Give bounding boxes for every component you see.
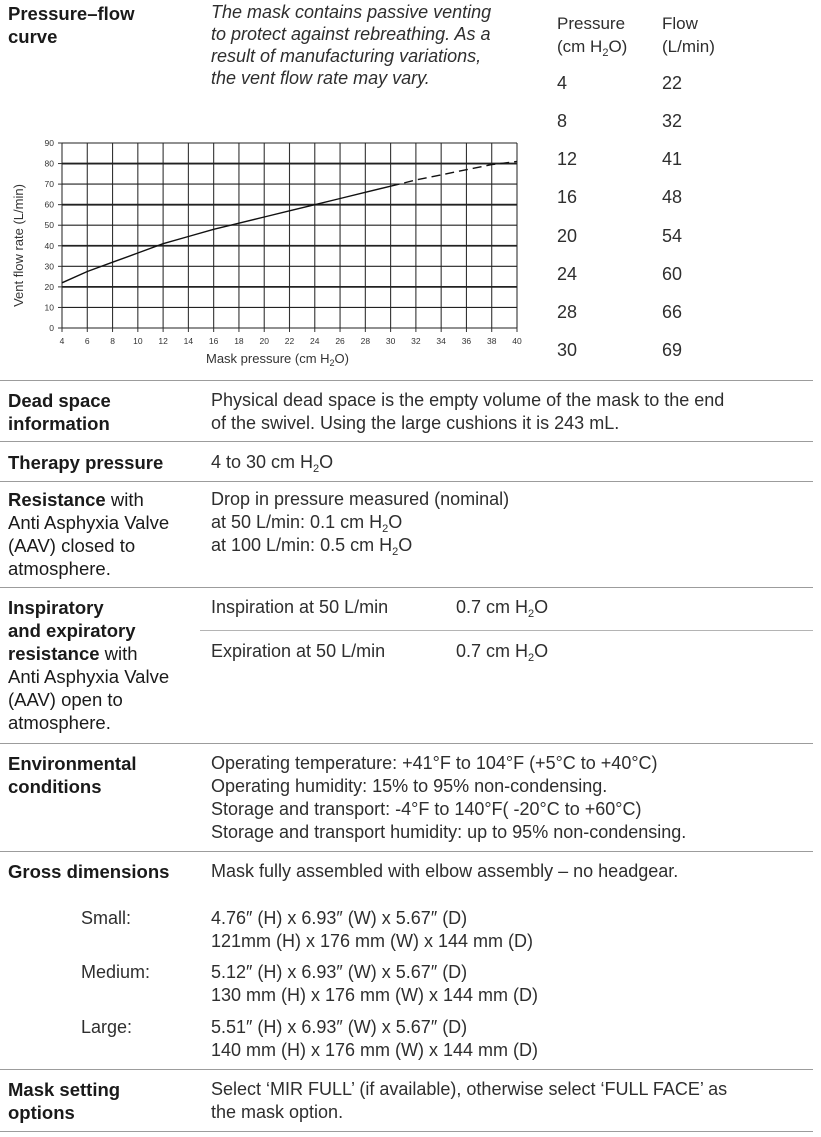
table-header-flow (662, 12, 715, 58)
table-row (662, 226, 682, 247)
size-line: 121mm (H) x 176 mm (W) x 144 mm (D) (211, 931, 534, 951)
pressure-flow-chart (0, 130, 540, 375)
resistance-label-line: atmosphere. (8, 558, 111, 579)
table-row (662, 187, 682, 208)
x-tick-label: 10 (133, 336, 143, 346)
x-tick-label: 38 (486, 336, 497, 346)
pressure-cell: 24 (557, 264, 578, 284)
environmental-line: Storage and transport humidity: up to 95% non-condensing. (211, 822, 687, 842)
flow-cell: 32 (662, 111, 683, 131)
resistance-line3-end: O (398, 535, 413, 555)
x-tick-label: 40 (512, 336, 522, 346)
resistance-label-line1 (8, 488, 169, 511)
size-line: 4.76″ (H) x 6.93″ (W) x 5.67″ (D) (211, 908, 468, 928)
x-tick-label: 20 (259, 336, 269, 346)
size-name-medium: Medium: (81, 962, 151, 982)
header-pressure-sub: 2 (602, 47, 609, 59)
resistance-label-rest: with (105, 489, 144, 510)
expiration-value (456, 640, 548, 663)
pressure-cell: 28 (557, 302, 578, 322)
extrapolated-line (391, 162, 517, 187)
resistance-line2-end: O (388, 512, 403, 532)
pressure-cell: 8 (557, 111, 568, 131)
divider (0, 743, 813, 744)
pressure-cell: 4 (557, 73, 568, 93)
x-tick-label: 28 (360, 336, 371, 346)
pressure-cell: 20 (557, 226, 578, 246)
expiration-value-sub: 2 (528, 652, 535, 664)
divider (0, 481, 813, 482)
environmental-line: Operating humidity: 15% to 95% non-condensing. (211, 776, 608, 796)
therapy-pressure-sub: 2 (313, 463, 320, 475)
pressure-flow-label (8, 2, 134, 48)
x-tick-label: 34 (436, 336, 446, 346)
inspiration-label: Inspiration at 50 L/min (211, 597, 389, 617)
description-line: The mask contains passive venting (211, 2, 492, 22)
size-line: 140 mm (H) x 176 mm (W) x 144 mm (D) (211, 1040, 539, 1060)
resistance-line (211, 511, 509, 534)
gross-dimensions-label: Gross dimensions (8, 861, 170, 882)
insp-exp-label-line: Anti Asphyxia Valve (8, 666, 170, 687)
x-tick-label: 6 (84, 336, 90, 346)
divider (0, 380, 813, 381)
insp-exp-label (8, 596, 169, 734)
inspiration-value-end: O (534, 597, 549, 617)
size-large-values (211, 1016, 538, 1062)
insp-exp-label-line: atmosphere. (8, 712, 111, 733)
x-tick-label: 32 (411, 336, 421, 346)
resistance-line: Drop in pressure measured (nominal) (211, 489, 510, 509)
pressure-flow-description (211, 1, 491, 89)
resistance-label-line: Anti Asphyxia Valve (8, 512, 170, 533)
y-tick-label: 40 (44, 240, 54, 251)
x-tick-label: 14 (183, 336, 194, 346)
table-row (557, 302, 577, 323)
insp-exp-label-rest: with (99, 643, 138, 664)
expiration-value-end: O (534, 641, 549, 661)
size-line: 130 mm (H) x 176 mm (W) x 144 mm (D) (211, 985, 539, 1005)
y-tick-label: 50 (44, 220, 54, 231)
table-row (662, 340, 682, 361)
y-tick-label: 80 (44, 158, 54, 169)
table-row (557, 340, 577, 361)
mask-setting-label (8, 1078, 120, 1124)
flow-cell: 54 (662, 226, 683, 246)
description-line: result of manufacturing variations, (211, 46, 482, 66)
x-tick-label: 24 (310, 336, 320, 346)
y-tick-label: 20 (44, 281, 54, 292)
header-pressure-line1: Pressure (557, 14, 626, 33)
resistance-line (211, 534, 509, 557)
dead-space-line: of the swivel. Using the large cushions it is 243 mL. (211, 413, 620, 433)
flow-cell: 60 (662, 264, 683, 284)
table-row (557, 187, 577, 208)
divider (0, 1131, 813, 1132)
y-axis-label: Vent flow rate (L/min) (11, 184, 26, 307)
size-small-values (211, 907, 533, 953)
flow-cell: 41 (662, 149, 683, 169)
flow-cell: 66 (662, 302, 683, 322)
size-line: 5.12″ (H) x 6.93″ (W) x 5.67″ (D) (211, 962, 468, 982)
environmental-label-line2: conditions (8, 776, 102, 797)
y-tick-label: 10 (44, 302, 54, 313)
divider (0, 587, 813, 588)
divider (0, 1069, 813, 1070)
environmental-label (8, 752, 137, 798)
resistance-line2-sub: 2 (382, 523, 389, 535)
pressure-cell: 30 (557, 340, 578, 360)
x-tick-label: 30 (385, 336, 396, 346)
environmental-text (211, 752, 686, 844)
pressure-cell: 16 (557, 187, 578, 207)
flow-cell: 69 (662, 340, 683, 360)
description-line: the vent flow rate may vary. (211, 68, 430, 88)
divider (0, 851, 813, 852)
table-row (557, 264, 577, 285)
environmental-line: Operating temperature: +41°F to 104°F (+5°C to +40°C) (211, 753, 658, 773)
inspiration-value-text: 0.7 cm H (456, 597, 529, 617)
resistance-label-bold: Resistance (8, 489, 106, 510)
divider (0, 441, 813, 442)
y-tick-label: 60 (44, 199, 54, 210)
mask-setting-line: the mask option. (211, 1102, 344, 1122)
header-pressure-unit: (cm H (557, 37, 603, 56)
environmental-label-line1: Environmental (8, 753, 137, 774)
dead-space-line: Physical dead space is the empty volume of the mask to the end (211, 390, 725, 410)
table-row (662, 264, 682, 285)
table-row (557, 149, 577, 170)
flow-cell: 48 (662, 187, 683, 207)
size-line: 5.51″ (H) x 6.93″ (W) x 5.67″ (D) (211, 1017, 468, 1037)
header-flow-line1: Flow (662, 14, 698, 33)
x-axis-label: Mask pressure (cm $H_2O$) (206, 351, 349, 368)
x-tick-label: 22 (284, 336, 295, 346)
insp-exp-label-line: (AAV) open to (8, 689, 123, 710)
resistance-line3-text: at 100 L/min: 0.5 cm H (211, 535, 393, 555)
header-flow-line2: (L/min) (662, 37, 715, 56)
expiration-label: Expiration at 50 L/min (211, 641, 386, 661)
flow-line (62, 186, 391, 283)
resistance-line2-text: at 50 L/min: 0.1 cm H (211, 512, 383, 532)
resistance-line3-sub: 2 (392, 546, 399, 558)
table-row (662, 149, 682, 170)
subdivider (200, 630, 813, 631)
inspiration-value (456, 596, 548, 619)
header-pressure-line2 (557, 35, 627, 58)
size-name-large: Large: (81, 1017, 133, 1037)
mask-setting-text (211, 1078, 727, 1124)
mask-setting-label-line1: Mask setting (8, 1079, 121, 1100)
resistance-label-line: (AAV) closed to (8, 535, 136, 556)
dead-space-label-line2: information (8, 413, 110, 434)
x-tick-label: 36 (461, 336, 472, 346)
therapy-pressure-text: 4 to 30 cm H (211, 452, 314, 472)
size-medium-values (211, 961, 538, 1007)
therapy-pressure-label: Therapy pressure (8, 452, 164, 473)
y-tick-label: 90 (44, 138, 54, 148)
resistance-text (211, 488, 509, 557)
description-line: to protect against rebreathing. As a (211, 24, 491, 44)
header-pressure-unit-end: O) (608, 37, 628, 56)
y-tick-label: 0 (49, 323, 54, 333)
table-row (557, 226, 577, 247)
pressure-flow-label-line1: Pressure–flow (8, 3, 135, 24)
pressure-cell: 12 (557, 149, 578, 169)
size-name-small: Small: (81, 908, 132, 928)
dead-space-label (8, 389, 111, 435)
insp-exp-label-bold: resistance (8, 643, 100, 664)
table-row (557, 73, 567, 94)
x-tick-label: 4 (59, 336, 65, 346)
therapy-pressure-unit-end: O (319, 452, 334, 472)
environmental-line: Storage and transport: -4°F to 140°F( -20°C to +60°C) (211, 799, 642, 819)
therapy-pressure-value (211, 451, 333, 474)
expiration-value-text: 0.7 cm H (456, 641, 529, 661)
resistance-label (8, 488, 169, 580)
table-row (662, 73, 682, 94)
table-header-pressure (557, 12, 627, 58)
insp-exp-label-line3 (8, 642, 169, 665)
dead-space-text (211, 389, 724, 435)
x-tick-label: 16 (208, 336, 219, 346)
y-tick-label: 70 (44, 179, 54, 190)
y-tick-label: 30 (44, 261, 54, 272)
insp-exp-label-line2: and expiratory (8, 620, 136, 641)
dead-space-label-line1: Dead space (8, 390, 111, 411)
x-tick-label: 8 (110, 336, 115, 346)
flow-cell: 22 (662, 73, 683, 93)
gross-dimensions-intro: Mask fully assembled with elbow assembly – no headgear. (211, 861, 679, 881)
x-tick-label: 12 (158, 336, 168, 346)
x-tick-label: 18 (234, 336, 244, 346)
table-row (662, 302, 682, 323)
table-row (557, 111, 567, 132)
inspiration-value-sub: 2 (528, 608, 535, 620)
mask-setting-line: Select ‘MIR FULL’ (if available), otherwise select ‘FULL FACE’ as (211, 1079, 728, 1099)
mask-setting-label-line2: options (8, 1102, 75, 1123)
insp-exp-label-line1: Inspiratory (8, 597, 104, 618)
x-tick-label: 26 (335, 336, 345, 346)
pressure-flow-label-line2: curve (8, 26, 58, 47)
table-row (662, 111, 682, 132)
